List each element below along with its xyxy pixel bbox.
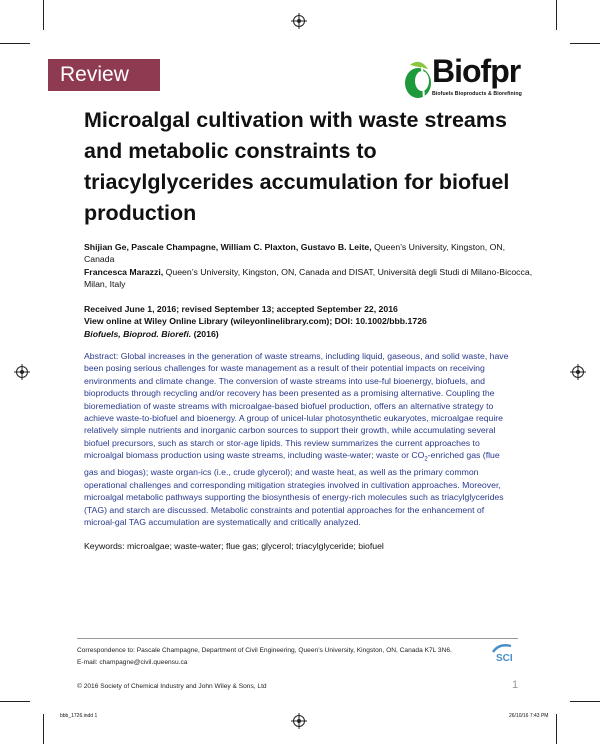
journal-logo [402, 55, 532, 103]
correspondence-block [77, 645, 497, 668]
author-affiliation: Queen’s University, Kingston, ON, Canada and DISAT, Università degli Studi di Milano-Bicocca, Milan, Italy [84, 266, 533, 289]
received-dates: Received June 1, 2016; revised September 13; accepted September 22, 2016 [84, 304, 398, 314]
abstract-label: Abstract: [84, 351, 119, 361]
file-slug: bbb_1726.indd 1 [60, 713, 98, 719]
crop-mark [43, 0, 44, 30]
registration-mark-icon [16, 366, 28, 378]
timestamp-slug: 26/10/16 7:43 PM [509, 713, 549, 719]
abstract-text: -enriched gas (flue gas and biogas); waste organ-ics (i.e., crude glycerol); and waste heat, as well as the primary common operational challenges and corresponding mitigation strategies involved in cultivation approaches. Moreover, microalgal metabolic pathways supporting the biosynthesis of energy-rich molecules such as triacylglycerides (TAG) and starch are discussed. Metabolic constraints and potential approaches for the enhancement of microal-gal TAG accumulation are systematically and critically analyzed. [84, 450, 504, 528]
email-line[interactable]: E-mail: champagne@civil.queensu.ca [77, 658, 188, 666]
crop-mark [556, 0, 557, 30]
citation-year: (2016) [191, 328, 219, 339]
abstract [84, 350, 512, 528]
journal-citation: Biofuels, Bioprod. Biorefi. [84, 328, 192, 339]
sci-logo [489, 643, 521, 665]
author-affiliation: Queen’s University, Kingston, ON, Canada [84, 242, 506, 265]
author-block [84, 241, 534, 290]
abstract-text: Global increases in the generation of waste streams, including liquid, gaseous, and solid waste, have been posing serious challenges for waste management as a result of their potential impacts on receiving environments and climate change. The conversion of waste streams into use-ful bioenergy, biofuels, and bioproducts through recycling and/or recovery has been presented as a promising alternative. Coupling the bioremediation of waste streams with microalgae-based biofuel production, offers an alternative strategy to achieve waste-to-biofuel and bioenergy. A group of unicel-lular photosynthetic eukaryotes, microalgae require relatively simple nutrients and inorganic carbon sources to support their growth, while accumulating several biofuel precursors, such as starch or stor-age lipids. This review summarizes the current approaches to microalgal biomass production using waste streams, including waste-water; waste or CO [84, 351, 509, 461]
crop-mark [0, 701, 30, 702]
crop-mark [0, 43, 30, 44]
logo-tagline: Biofuels Bioproducts & Biorefining [432, 91, 522, 97]
doi-line: View online at Wiley Online Library (wileyonlinelibrary.com); DOI: 10.1002/bbb.1726 [84, 316, 427, 327]
article-title: Microalgal cultivation with waste streams and metabolic constraints to triacylglycerides accumulation for biofuel production [84, 108, 510, 225]
logo-wordmark: Biofpr [432, 53, 521, 89]
footer-divider [77, 638, 518, 639]
author-names: Shijian Ge, Pascale Champagne, William C. Plaxton, Gustavo B. Leite, [84, 242, 372, 252]
author-names: Francesca Marazzi, [84, 266, 164, 277]
review-label: Review [48, 59, 160, 91]
registration-mark-icon [293, 15, 305, 27]
copyright: © 2016 Society of Chemical Industry and John Wiley & Sons, Ltd [77, 683, 267, 690]
sci-logo-text: SCI [496, 653, 513, 664]
crop-mark [570, 701, 600, 702]
page-number: 1 [512, 679, 519, 691]
crop-mark [556, 714, 557, 744]
registration-mark-icon [572, 366, 584, 378]
abstract-subscript: 2 [424, 456, 428, 463]
registration-mark-icon [293, 715, 305, 727]
crop-mark [43, 714, 44, 744]
crop-mark [570, 43, 600, 44]
correspondence-line: Correspondence to: Pascale Champagne, Department of Civil Engineering, Queen’s University, Kingston, ON, Canada K7L 3N6. [77, 647, 452, 654]
keywords: Keywords: microalgae; waste-water; flue gas; glycerol; triacylglyceride; biofuel [84, 541, 384, 551]
publication-info [84, 303, 534, 340]
